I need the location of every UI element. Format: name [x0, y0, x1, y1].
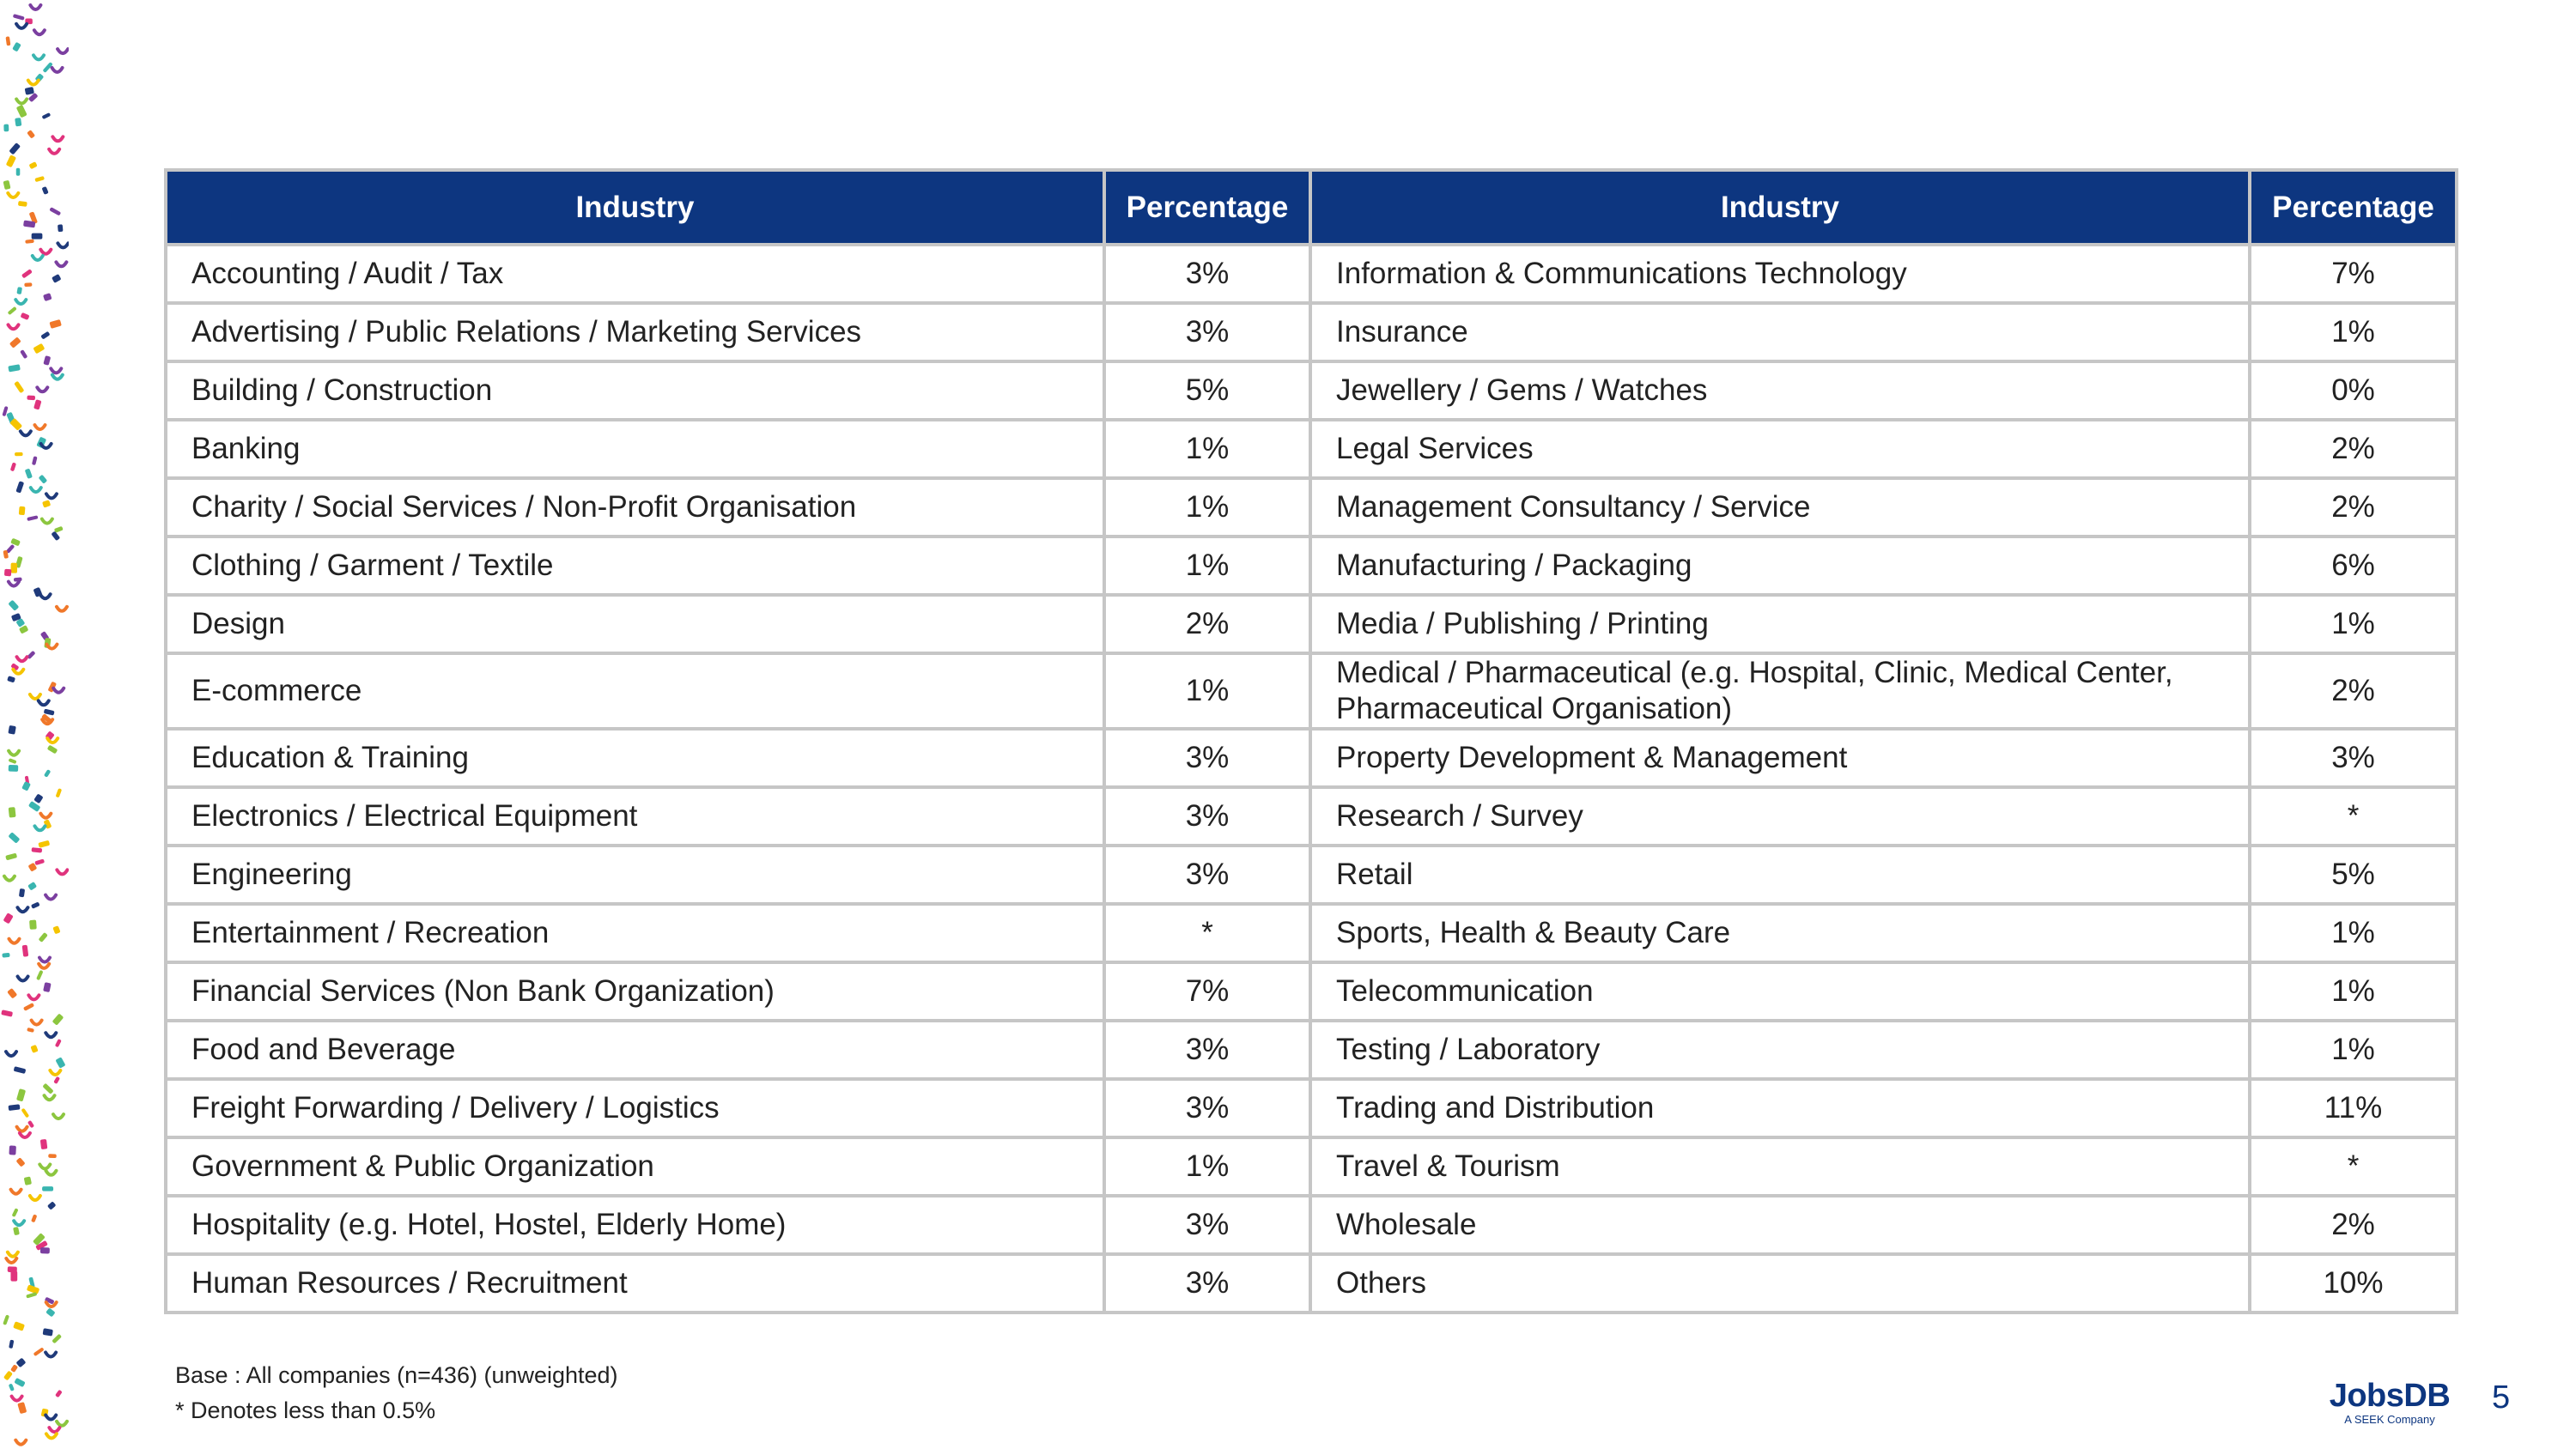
industry-table — [164, 168, 2458, 1314]
confetti-piece — [8, 1104, 20, 1111]
cell-industry-right: Sports, Health & Beauty Care — [1310, 904, 2250, 962]
confetti-piece — [15, 481, 24, 493]
confetti-piece — [3, 124, 9, 132]
confetti-curl — [34, 30, 45, 34]
confetti-piece — [41, 186, 48, 195]
confetti-curl — [33, 256, 43, 260]
cell-industry-left: Education & Training — [166, 729, 1104, 787]
confetti-piece — [47, 745, 58, 755]
confetti-curl — [40, 594, 51, 598]
confetti-curl — [8, 1252, 18, 1257]
confetti-piece — [52, 1013, 64, 1025]
confetti-curl — [8, 193, 18, 197]
table-row — [166, 1079, 2457, 1137]
cell-percentage-left: 3% — [1104, 1196, 1310, 1254]
confetti-piece — [29, 161, 38, 169]
cell-industry-left: Hospitality (e.g. Hotel, Hostel, Elderly Home) — [166, 1196, 1104, 1254]
confetti-piece — [16, 1157, 26, 1167]
cell-industry-right: Management Consultancy / Service — [1310, 478, 2250, 537]
table-row — [166, 653, 2457, 729]
confetti-piece — [33, 343, 45, 355]
confetti-piece — [39, 475, 48, 484]
cell-percentage-right: 2% — [2250, 653, 2457, 729]
cell-percentage-right: 0% — [2250, 361, 2457, 420]
confetti-decoration — [0, 0, 69, 1449]
confetti-curl — [30, 5, 40, 9]
cell-industry-left: Freight Forwarding / Delivery / Logistics — [166, 1079, 1104, 1137]
confetti-piece — [7, 988, 17, 999]
confetti-piece — [46, 1307, 55, 1317]
confetti-piece — [21, 312, 30, 320]
confetti-piece — [3, 1371, 13, 1381]
confetti-piece — [19, 506, 26, 515]
confetti-curl — [51, 368, 61, 373]
confetti-curl — [31, 488, 41, 492]
cell-percentage-left: 2% — [1104, 595, 1310, 653]
confetti-piece — [10, 1364, 18, 1373]
table-row — [166, 846, 2457, 904]
confetti-piece — [24, 282, 32, 287]
confetti-piece — [10, 1271, 17, 1282]
table-row — [166, 361, 2457, 420]
confetti-curl — [34, 425, 45, 429]
cell-industry-left: Food and Beverage — [166, 1021, 1104, 1079]
confetti-piece — [27, 130, 35, 139]
confetti-curl — [15, 1440, 26, 1445]
confetti-piece — [39, 932, 48, 943]
cell-industry-right: Others — [1310, 1254, 2250, 1313]
cell-percentage-left: 1% — [1104, 537, 1310, 595]
confetti-curl — [9, 939, 19, 943]
cell-percentage-right: 2% — [2250, 478, 2457, 537]
confetti-curl — [40, 814, 51, 818]
cell-industry-left: Clothing / Garment / Textile — [166, 537, 1104, 595]
cell-percentage-left: 7% — [1104, 962, 1310, 1021]
cell-percentage-right: 1% — [2250, 962, 2457, 1021]
cell-industry-left: Financial Services (Non Bank Organization) — [166, 962, 1104, 1021]
cell-percentage-right: * — [2250, 1137, 2457, 1196]
confetti-piece — [26, 1292, 37, 1299]
confetti-piece — [8, 306, 17, 315]
confetti-piece — [52, 274, 61, 283]
confetti-piece — [27, 395, 35, 400]
confetti-curl — [6, 1052, 16, 1056]
confetti-curl — [46, 1171, 56, 1175]
confetti-curl — [53, 688, 64, 693]
confetti-piece — [55, 1390, 63, 1398]
cell-industry-right: Retail — [1310, 846, 2250, 904]
confetti-piece — [10, 462, 16, 471]
confetti-piece — [32, 456, 38, 465]
page-number: 5 — [2492, 1379, 2511, 1416]
cell-industry-left: Design — [166, 595, 1104, 653]
confetti-piece — [19, 888, 25, 897]
logo-name: JobsDB — [2329, 1378, 2451, 1414]
confetti-piece — [43, 355, 51, 366]
header-industry-right: Industry — [1310, 170, 2250, 245]
table-row — [166, 1254, 2457, 1313]
confetti-piece — [18, 201, 27, 207]
jobsdb-logo — [2325, 1379, 2454, 1427]
confetti-piece — [9, 142, 21, 155]
confetti-curl — [40, 250, 51, 254]
confetti-curl — [58, 243, 68, 247]
cell-industry-left: Electronics / Electrical Equipment — [166, 787, 1104, 846]
logo-tagline: A SEEK Company — [2344, 1413, 2435, 1426]
cell-percentage-left: 1% — [1104, 420, 1310, 478]
confetti-piece — [40, 1139, 48, 1149]
confetti-curl — [46, 1033, 56, 1037]
cell-industry-left: Entertainment / Recreation — [166, 904, 1104, 962]
cell-industry-left: Government & Public Organization — [166, 1137, 1104, 1196]
table-row — [166, 962, 2457, 1021]
cell-industry-left: Building / Construction — [166, 361, 1104, 420]
confetti-curl — [50, 1070, 60, 1075]
table-row — [166, 729, 2457, 787]
confetti-curl — [39, 958, 50, 962]
confetti-piece — [43, 293, 52, 301]
confetti-piece — [49, 207, 61, 215]
confetti-piece — [42, 500, 51, 507]
confetti-piece — [55, 1039, 62, 1047]
confetti-curl — [37, 387, 47, 391]
confetti-curl — [45, 1095, 55, 1100]
confetti-piece — [33, 399, 41, 409]
confetti-piece — [55, 1057, 65, 1069]
confetti-piece — [8, 725, 15, 735]
confetti-piece — [42, 112, 52, 119]
confetti-piece — [25, 239, 34, 244]
cell-percentage-right: 3% — [2250, 729, 2457, 787]
confetti-piece — [13, 1227, 20, 1235]
confetti-curl — [15, 300, 26, 304]
table-row — [166, 478, 2457, 537]
confetti-piece — [24, 1176, 32, 1185]
cell-percentage-right: 11% — [2250, 1079, 2457, 1137]
confetti-piece — [52, 925, 60, 934]
confetti-piece — [12, 42, 21, 52]
confetti-curl — [30, 694, 40, 699]
confetti-piece — [36, 970, 43, 980]
confetti-curl — [52, 68, 63, 72]
confetti-piece — [25, 469, 33, 479]
cell-percentage-right: * — [2250, 787, 2457, 846]
confetti-curl — [47, 738, 58, 743]
confetti-piece — [9, 1383, 15, 1391]
industry-table-container — [164, 168, 2455, 1314]
cell-percentage-left: 3% — [1104, 1079, 1310, 1137]
confetti-curl — [20, 1133, 30, 1137]
confetti-piece — [49, 319, 61, 329]
confetti-piece — [16, 168, 21, 176]
confetti-curl — [56, 262, 66, 266]
confetti-curl — [57, 1422, 67, 1426]
confetti-piece — [20, 349, 27, 359]
table-header-row — [166, 170, 2457, 245]
confetti-curl — [53, 1114, 64, 1119]
confetti-piece — [1, 1009, 13, 1016]
confetti-curl — [57, 870, 67, 874]
confetti-curl — [32, 1021, 42, 1025]
confetti-curl — [16, 100, 27, 104]
cell-percentage-left: 3% — [1104, 1254, 1310, 1313]
confetti-curl — [39, 700, 49, 705]
confetti-piece — [25, 87, 34, 95]
cell-percentage-left: 1% — [1104, 653, 1310, 729]
confetti-piece — [13, 14, 25, 21]
cell-industry-right: Medical / Pharmaceutical (e.g. Hospital, Clinic, Medical Center, Pharmaceutical Organisation) — [1310, 653, 2250, 729]
table-row — [166, 537, 2457, 595]
confetti-curl — [21, 431, 31, 435]
table-row — [166, 1137, 2457, 1196]
confetti-curl — [17, 1127, 27, 1131]
confetti-curl — [17, 657, 27, 661]
confetti-piece — [43, 982, 52, 992]
confetti-piece — [9, 1340, 14, 1349]
cell-industry-right: Testing / Laboratory — [1310, 1021, 2250, 1079]
confetti-piece — [31, 847, 42, 852]
confetti-piece — [40, 1247, 50, 1253]
confetti-piece — [56, 788, 63, 797]
confetti-piece — [16, 105, 27, 118]
table-row — [166, 420, 2457, 478]
confetti-curl — [9, 324, 19, 329]
confetti-piece — [27, 1028, 34, 1033]
cell-industry-right: Manufacturing / Packaging — [1310, 537, 2250, 595]
confetti-piece — [8, 364, 21, 372]
cell-percentage-right: 2% — [2250, 420, 2457, 478]
confetti-piece — [10, 563, 17, 573]
cell-percentage-right: 10% — [2250, 1254, 2457, 1313]
confetti-curl — [16, 24, 27, 28]
confetti-piece — [40, 331, 50, 340]
confetti-curl — [41, 444, 52, 448]
confetti-curl — [13, 670, 23, 674]
cell-industry-right: Trading and Distribution — [1310, 1079, 2250, 1137]
cell-industry-right: Telecommunication — [1310, 962, 2250, 1021]
confetti-curl — [49, 149, 59, 154]
confetti-piece — [58, 224, 63, 232]
confetti-piece — [53, 1076, 60, 1084]
cell-industry-right: Legal Services — [1310, 420, 2250, 478]
cell-percentage-left: 3% — [1104, 787, 1310, 846]
cell-percentage-right: 1% — [2250, 595, 2457, 653]
confetti-piece — [32, 233, 43, 239]
cell-industry-left: Engineering — [166, 846, 1104, 904]
cell-industry-left: Charity / Social Services / Non-Profit Organisation — [166, 478, 1104, 537]
confetti-piece — [17, 1402, 27, 1414]
confetti-curl — [46, 895, 56, 900]
confetti-piece — [27, 515, 38, 521]
header-percentage-left: Percentage — [1104, 170, 1310, 245]
cell-percentage-left: 3% — [1104, 303, 1310, 361]
cell-percentage-left: 3% — [1104, 1021, 1310, 1079]
footnote-base: Base : All companies (n=436) (unweighted) — [175, 1362, 618, 1388]
cell-industry-right: Information & Communications Technology — [1310, 245, 2250, 303]
confetti-piece — [6, 155, 16, 167]
cell-industry-right: Jewellery / Gems / Watches — [1310, 361, 2250, 420]
cell-percentage-left: 3% — [1104, 245, 1310, 303]
confetti-curl — [33, 55, 44, 59]
cell-percentage-left: 3% — [1104, 729, 1310, 787]
confetti-piece — [29, 920, 37, 930]
confetti-piece — [15, 1358, 26, 1368]
confetti-piece — [47, 1201, 57, 1210]
confetti-piece — [30, 1045, 38, 1053]
cell-industry-left: Advertising / Public Relations / Marketing Services — [166, 303, 1104, 361]
confetti-curl — [28, 81, 39, 85]
confetti-piece — [16, 287, 22, 294]
confetti-piece — [51, 531, 60, 542]
confetti-curl — [46, 645, 57, 649]
cell-industry-right: Insurance — [1310, 303, 2250, 361]
confetti-piece — [23, 1003, 34, 1011]
confetti-piece — [21, 269, 33, 278]
confetti-curl — [12, 1397, 22, 1401]
confetti-piece — [4, 569, 12, 577]
confetti-piece — [52, 1334, 62, 1344]
confetti-curl — [39, 1165, 50, 1169]
table-row — [166, 787, 2457, 846]
confetti-curl — [58, 49, 68, 53]
table-row — [166, 595, 2457, 653]
cell-industry-right: Media / Publishing / Printing — [1310, 595, 2250, 653]
confetti-piece — [7, 676, 15, 682]
confetti-piece — [3, 1314, 9, 1325]
confetti-piece — [3, 912, 14, 924]
cell-percentage-right: 1% — [2250, 303, 2457, 361]
confetti-curl — [9, 751, 19, 755]
confetti-piece — [42, 1186, 53, 1191]
confetti-piece — [33, 793, 43, 803]
confetti-piece — [31, 901, 40, 908]
confetti-curl — [42, 519, 52, 524]
cell-industry-right: Research / Survey — [1310, 787, 2250, 846]
confetti-curl — [18, 977, 28, 981]
confetti-piece — [34, 176, 45, 182]
table-row — [166, 904, 2457, 962]
confetti-piece — [27, 882, 37, 891]
cell-percentage-right: 6% — [2250, 537, 2457, 595]
confetti-piece — [9, 807, 16, 818]
confetti-piece — [33, 1347, 45, 1356]
confetti-piece — [14, 1378, 25, 1387]
confetti-piece — [16, 1088, 26, 1101]
table-row — [166, 1021, 2457, 1079]
confetti-piece — [9, 765, 19, 772]
confetti-piece — [14, 1066, 27, 1074]
cell-industry-right: Travel & Tourism — [1310, 1137, 2250, 1196]
confetti-piece — [42, 1083, 53, 1094]
table-row — [166, 1196, 2457, 1254]
confetti-curl — [57, 607, 67, 611]
confetti-piece — [8, 832, 20, 844]
cell-industry-right: Wholesale — [1310, 1196, 2250, 1254]
table-row — [166, 245, 2457, 303]
cell-percentage-left: 1% — [1104, 478, 1310, 537]
confetti-curl — [46, 494, 57, 498]
confetti-curl — [28, 995, 39, 999]
header-industry-left: Industry — [166, 170, 1104, 245]
confetti-piece — [43, 1328, 53, 1336]
confetti-curl — [11, 1190, 21, 1194]
confetti-curl — [49, 1428, 59, 1432]
confetti-curl — [4, 876, 15, 881]
confetti-piece — [5, 36, 10, 45]
confetti-piece — [31, 1214, 37, 1222]
cell-percentage-right: 1% — [2250, 1021, 2457, 1079]
confetti-curl — [46, 1353, 56, 1357]
confetti-piece — [12, 1208, 19, 1217]
cell-industry-left: Banking — [166, 420, 1104, 478]
confetti-piece — [13, 1321, 25, 1331]
confetti-curl — [17, 907, 27, 912]
cell-percentage-left: * — [1104, 904, 1310, 962]
confetti-piece — [9, 758, 17, 764]
confetti-curl — [9, 582, 19, 586]
confetti-curl — [6, 1258, 16, 1263]
cell-percentage-right: 7% — [2250, 245, 2457, 303]
confetti-curl — [46, 1416, 56, 1420]
confetti-piece — [48, 1154, 57, 1158]
confetti-curl — [46, 1434, 57, 1438]
cell-percentage-left: 3% — [1104, 846, 1310, 904]
confetti-curl — [52, 136, 63, 141]
cell-industry-right: Property Development & Management — [1310, 729, 2250, 787]
cell-percentage-left: 1% — [1104, 1137, 1310, 1196]
cell-percentage-right: 2% — [2250, 1196, 2457, 1254]
confetti-piece — [8, 600, 19, 611]
confetti-piece — [22, 945, 29, 957]
cell-industry-left: E-commerce — [166, 653, 1104, 729]
cell-percentage-left: 5% — [1104, 361, 1310, 420]
confetti-piece — [21, 781, 31, 791]
table-row — [166, 303, 2457, 361]
cell-percentage-right: 5% — [2250, 846, 2457, 904]
confetti-piece — [5, 853, 17, 861]
cell-industry-left: Accounting / Audit / Tax — [166, 245, 1104, 303]
confetti-curl — [39, 964, 49, 968]
confetti-piece — [3, 180, 11, 190]
confetti-piece — [34, 858, 45, 865]
confetti-curl — [34, 826, 45, 830]
confetti-curl — [14, 1221, 24, 1225]
confetti-piece — [9, 336, 21, 348]
confetti-curl — [52, 375, 63, 379]
footnote-asterisk: * Denotes less than 0.5% — [175, 1397, 436, 1423]
confetti-piece — [9, 1145, 15, 1155]
confetti-curl — [30, 1196, 40, 1200]
confetti-piece — [38, 840, 50, 848]
confetti-piece — [2, 953, 9, 958]
confetti-piece — [21, 1108, 29, 1119]
header-percentage-right: Percentage — [2250, 170, 2457, 245]
cell-percentage-right: 1% — [2250, 904, 2457, 962]
confetti-piece — [15, 452, 23, 456]
confetti-piece — [44, 769, 51, 778]
confetti-piece — [14, 381, 24, 394]
confetti-piece — [15, 118, 21, 126]
cell-industry-left: Human Resources / Recruitment — [166, 1254, 1104, 1313]
